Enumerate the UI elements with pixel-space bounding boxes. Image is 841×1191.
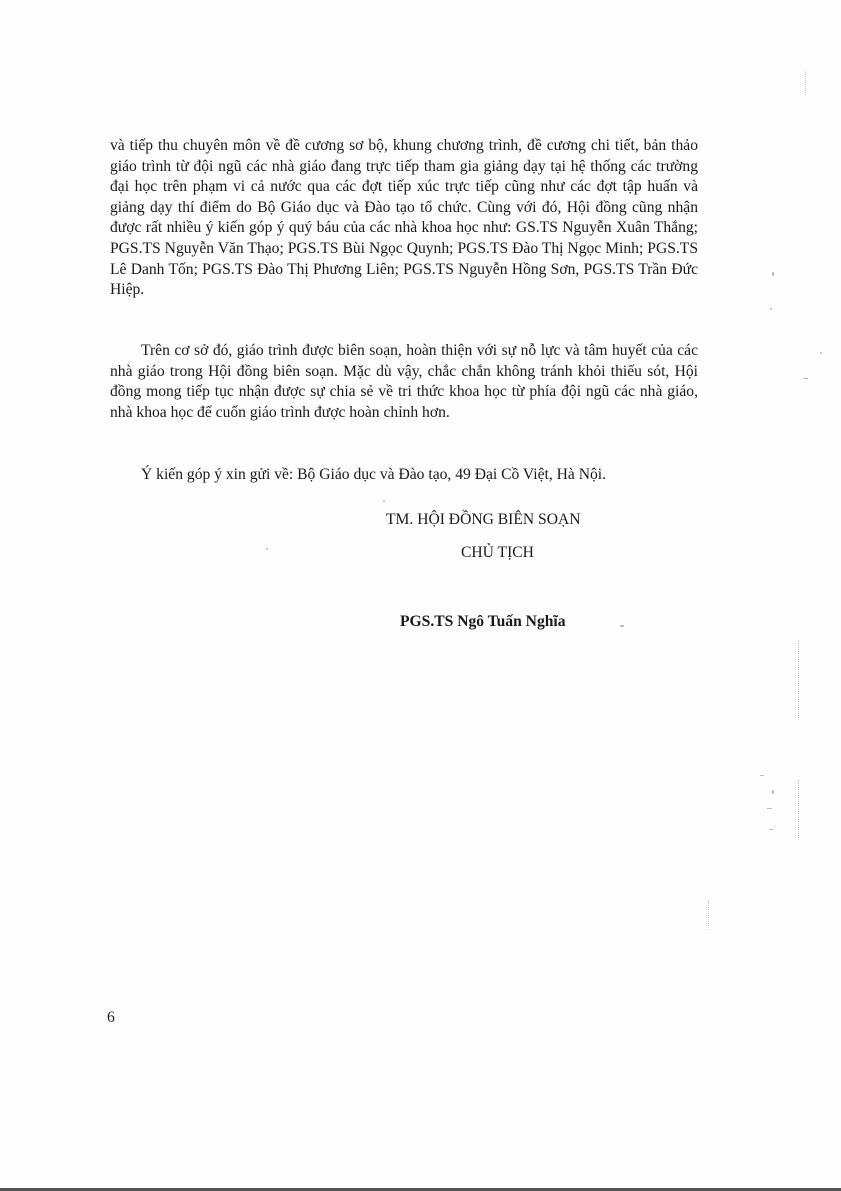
body-paragraph-3 <box>110 465 698 486</box>
body-paragraph-2 <box>110 341 698 423</box>
scan-edge-line <box>798 640 799 720</box>
scan-speck <box>620 625 624 627</box>
signature-role: CHỦ TỊCH <box>461 544 534 561</box>
scan-speck <box>770 308 772 310</box>
paragraph-text: và tiếp thu chuyên môn về đề cương sơ bộ, khung chương trình, đề cương chi tiết, bản thảo giáo trình từ đội ngũ các nhà giáo đang trực tiếp tham gia giảng dạy tại hệ thống các trường đại học trên phạm vi cả nước qua các đợt tiếp xúc trực tiếp cũng như các đợt tập huấn và giảng dạy thí điểm do Bộ Giáo dục và Đào tạo tổ chức. Cùng với đó, Hội đồng cũng nhận được rất nhiều ý kiến góp ý quý báu của các nhà khoa học như: GS.TS Nguyễn Xuân Thắng; PGS.TS Nguyễn Văn Thạo; PGS.TS Bùi Ngọc Quynh; PGS.TS Đào Thị Ngọc Minh; PGS.TS Lê Danh Tốn; PGS.TS Đào Thị Phương Liên; PGS.TS Nguyễn Hồng Sơn, PGS.TS Trần Đức Hiệp. <box>110 137 698 299</box>
scan-speck <box>820 352 822 354</box>
scan-speck <box>383 500 385 502</box>
scan-edge-line <box>805 70 806 95</box>
signature-name: PGS.TS Ngô Tuấn Nghĩa <box>400 613 566 630</box>
page-number: 6 <box>107 1009 115 1026</box>
scan-speck <box>772 272 774 276</box>
scan-speck <box>266 548 268 550</box>
scan-speck <box>767 808 772 809</box>
scan-edge-line <box>708 900 709 930</box>
body-paragraph-1 <box>110 136 698 301</box>
paragraph-text: Ý kiến góp ý xin gửi về: Bộ Giáo dục và Đào tạo, 49 Đại Cồ Việt, Hà Nội. <box>141 466 607 483</box>
signature-council: TM. HỘI ĐỒNG BIÊN SOẠN <box>386 511 581 528</box>
paragraph-text: Trên cơ sở đó, giáo trình được biên soạn, hoàn thiện với sự nỗ lực và tâm huyết của các nhà giáo trong Hội đồng biên soạn. Mặc dù vậy, chắc chắn không tránh khỏi thiếu sót, Hội đồng mong tiếp tục nhận được sự chia sẻ về tri thức khoa học từ phía đội ngũ các nhà giáo, nhà khoa học để cuốn giáo trình được hoàn chỉnh hơn. <box>110 342 698 421</box>
scan-edge-line <box>798 780 799 840</box>
scan-speck <box>760 775 764 776</box>
scan-speck <box>772 790 774 794</box>
scan-speck <box>803 378 808 379</box>
scan-speck <box>769 829 773 830</box>
